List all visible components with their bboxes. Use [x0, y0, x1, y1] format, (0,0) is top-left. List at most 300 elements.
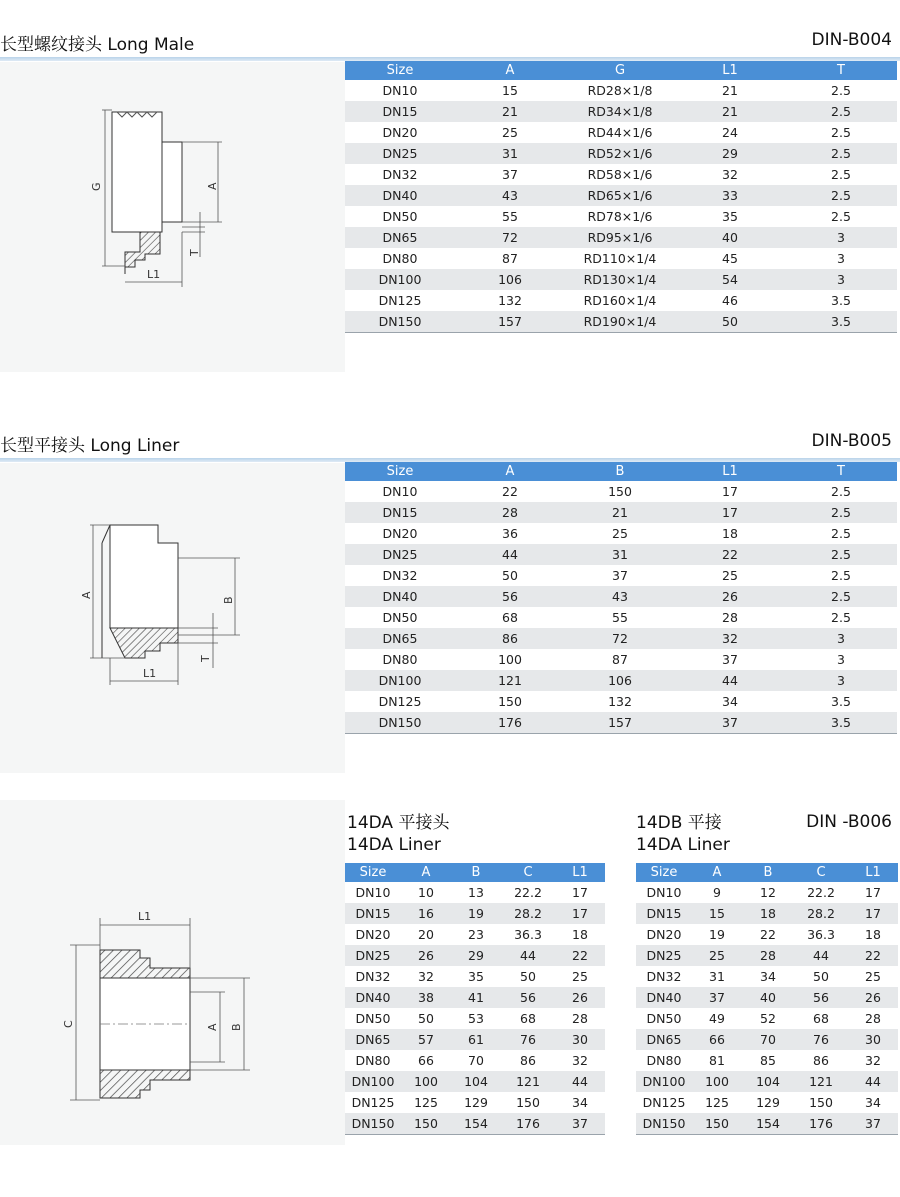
table-cell: 26	[555, 987, 605, 1008]
table-row	[345, 945, 605, 966]
table-cell: 2.5	[831, 83, 851, 98]
long-liner-drawing	[0, 463, 345, 773]
table-cell: 32	[722, 167, 738, 182]
table-cell: 54	[675, 269, 785, 290]
table-cell: 17	[722, 484, 738, 499]
table-cell: 28	[742, 945, 794, 966]
table-cell: 28.2	[501, 903, 555, 924]
dim-label-c: C	[62, 1020, 75, 1028]
table-title-14db	[636, 812, 730, 856]
column-header-b: B	[565, 462, 675, 481]
table-cell: DN10	[355, 885, 391, 900]
table-cell: DN80	[646, 1053, 682, 1068]
table-cell: 37	[848, 1113, 898, 1135]
table-cell: DN150	[345, 311, 455, 333]
table-cell: 31	[709, 969, 725, 984]
table-cell: 2.5	[785, 185, 897, 206]
table-cell: 2.5	[785, 502, 897, 523]
table-cell: 34	[865, 1095, 881, 1110]
table-cell: 2.5	[831, 568, 851, 583]
table-cell: 46	[722, 293, 738, 308]
table-cell: 38	[401, 987, 451, 1008]
table-cell: 26	[848, 987, 898, 1008]
table-row	[345, 565, 897, 586]
table-row	[345, 502, 897, 523]
table-cell: RD78×1/6	[587, 209, 653, 224]
table-cell: 43	[565, 586, 675, 607]
table-row	[345, 649, 897, 670]
table-cell: 132	[498, 293, 522, 308]
table-cell: 52	[760, 1011, 776, 1026]
table-cell: 57	[401, 1029, 451, 1050]
table-cell: 10	[418, 885, 434, 900]
column-header-l1: L1	[848, 863, 898, 882]
table-cell: 21	[455, 101, 565, 122]
table-cell: 34	[760, 969, 776, 984]
column-header-b: B	[451, 863, 501, 882]
drawing-panel-long-male	[0, 62, 345, 372]
table-cell: 21	[565, 502, 675, 523]
table-cell: 21	[722, 83, 738, 98]
column-header-b: B	[742, 863, 794, 882]
table-cell: DN20	[382, 125, 418, 140]
table-cell: 125	[414, 1095, 438, 1110]
table-title-14da-line2: 14DA Liner	[347, 835, 441, 855]
table-cell: 129	[464, 1095, 488, 1110]
table-row	[345, 924, 605, 945]
table-row	[345, 691, 897, 712]
table-row	[345, 311, 897, 333]
table-cell: RD65×1/6	[565, 185, 675, 206]
column-header-t: T	[785, 61, 897, 80]
table-cell: DN65	[345, 1029, 401, 1050]
table-row	[345, 882, 605, 903]
table-row	[636, 966, 898, 987]
table-cell: 68	[813, 1011, 829, 1026]
table-row	[345, 143, 897, 164]
table-cell: 86	[520, 1053, 536, 1068]
table-cell: DN40	[345, 586, 455, 607]
table-cell: 44	[455, 544, 565, 565]
column-header-size: Size	[345, 462, 455, 481]
table-cell: RD44×1/6	[587, 125, 653, 140]
table-cell: 2.5	[831, 209, 851, 224]
table-cell: DN80	[382, 652, 418, 667]
column-header-l1: L1	[675, 462, 785, 481]
table-cell: 157	[565, 712, 675, 734]
table-cell: 121	[794, 1071, 848, 1092]
long-male-drawing	[0, 62, 345, 372]
table-cell: 17	[848, 903, 898, 924]
table-cell: RD130×1/4	[565, 269, 675, 290]
table-cell: 44	[501, 945, 555, 966]
column-header-c: C	[501, 863, 555, 882]
table-cell: 9	[713, 885, 721, 900]
table-cell: RD95×1/6	[565, 227, 675, 248]
table-cell: DN32	[382, 568, 418, 583]
table-cell: DN15	[345, 502, 455, 523]
table-cell: DN125	[351, 1095, 395, 1110]
table-row	[345, 80, 897, 101]
table-cell: 68	[520, 1011, 536, 1026]
table-cell: 17	[555, 903, 605, 924]
table-cell: DN20	[646, 927, 682, 942]
section-code-din-b004: DIN-B004	[811, 30, 892, 50]
dim-label-l1: L1	[143, 667, 157, 680]
table-cell: 3	[785, 269, 897, 290]
table-cell: 72	[565, 628, 675, 649]
table-cell: 28	[572, 1011, 588, 1026]
table-cell: RD28×1/8	[587, 83, 653, 98]
table-cell: 100	[498, 652, 522, 667]
table-row	[345, 481, 897, 502]
dim-label-t: T	[199, 655, 212, 662]
table-row	[345, 1113, 605, 1135]
table-row	[636, 1008, 898, 1029]
table-row	[345, 966, 605, 987]
table-row	[636, 1050, 898, 1071]
table-cell: 56	[455, 586, 565, 607]
table-cell: 3	[785, 670, 897, 691]
table-row	[345, 185, 897, 206]
table-cell: DN50	[355, 1011, 391, 1026]
table-title-14db-line1: 14DB 平接	[636, 813, 722, 833]
table-cell: 32	[418, 969, 434, 984]
table-cell: DN100	[345, 670, 455, 691]
table-cell: 18	[865, 927, 881, 942]
table-cell: 26	[401, 945, 451, 966]
table-cell: DN125	[378, 293, 422, 308]
table-cell: 32	[675, 628, 785, 649]
table-cell: 19	[709, 927, 725, 942]
table-cell: DN10	[382, 484, 418, 499]
section-code-din-b005: DIN-B005	[811, 431, 892, 451]
table-cell: 35	[722, 209, 738, 224]
table-cell: 41	[451, 987, 501, 1008]
table-row	[345, 1092, 605, 1113]
table-cell: 56	[501, 987, 555, 1008]
table-cell: 22	[848, 945, 898, 966]
table-cell: 150	[498, 694, 522, 709]
table-row	[345, 269, 897, 290]
section-code-din-b006: DIN -B006	[806, 812, 892, 832]
table-cell: 3.5	[785, 712, 897, 734]
table-cell: 76	[501, 1029, 555, 1050]
table-cell: 121	[455, 670, 565, 691]
table-row	[636, 1071, 898, 1092]
table-cell: 2.5	[785, 143, 897, 164]
table-cell: 154	[742, 1113, 794, 1135]
table-cell: 150	[809, 1095, 833, 1110]
table-cell: DN80	[355, 1053, 391, 1068]
table-cell: 17	[865, 885, 881, 900]
table-cell: DN50	[382, 209, 418, 224]
table-cell: 50	[418, 1011, 434, 1026]
table-cell: DN65	[636, 1029, 692, 1050]
table-cell: 176	[455, 712, 565, 734]
table-row	[345, 628, 897, 649]
table-cell: 25	[612, 526, 628, 541]
column-header-l1: L1	[555, 863, 605, 882]
table-cell: 3	[837, 652, 845, 667]
table-cell: 2.5	[831, 526, 851, 541]
table-cell: 2.5	[831, 167, 851, 182]
spec-table-long-liner	[345, 462, 897, 734]
table-cell: 55	[612, 610, 628, 625]
table-cell: 33	[675, 185, 785, 206]
table-cell: 2.5	[785, 101, 897, 122]
table-row	[345, 101, 897, 122]
dim-label-t: T	[188, 249, 201, 256]
table-row	[345, 122, 897, 143]
table-cell: 35	[468, 969, 484, 984]
table-row	[636, 882, 898, 903]
table-cell: 50	[520, 969, 536, 984]
table-cell: DN15	[345, 101, 455, 122]
table-cell: 157	[455, 311, 565, 333]
table-cell: 37	[692, 987, 742, 1008]
dim-label-a: A	[206, 182, 219, 190]
column-header-c: C	[794, 863, 848, 882]
table-cell: 132	[608, 694, 632, 709]
table-cell: 50	[813, 969, 829, 984]
table-cell: RD58×1/6	[587, 167, 653, 182]
table-cell: 22.2	[514, 885, 542, 900]
table-cell: DN32	[382, 167, 418, 182]
table-cell: 3.5	[785, 311, 897, 333]
table-row	[345, 987, 605, 1008]
table-cell: 106	[455, 269, 565, 290]
table-row	[345, 712, 897, 734]
table-cell: 36.3	[807, 927, 835, 942]
table-row	[345, 607, 897, 628]
table-cell: DN150	[636, 1113, 692, 1135]
table-cell: 30	[555, 1029, 605, 1050]
table-cell: 49	[709, 1011, 725, 1026]
table-row	[636, 987, 898, 1008]
table-cell: 28	[455, 502, 565, 523]
table-cell: 19	[451, 903, 501, 924]
column-header-size: Size	[345, 863, 401, 882]
table-cell: 31	[565, 544, 675, 565]
table-cell: 22	[675, 544, 785, 565]
table-cell: 21	[675, 101, 785, 122]
spec-table-long-male	[345, 61, 897, 333]
column-header-g: G	[565, 61, 675, 80]
table-cell: 37	[612, 568, 628, 583]
table-cell: 29	[451, 945, 501, 966]
table-cell: 22	[502, 484, 518, 499]
table-cell: DN25	[345, 945, 401, 966]
table-cell: 25	[502, 125, 518, 140]
column-header-size: Size	[636, 863, 692, 882]
column-header-l1: L1	[675, 61, 785, 80]
table-row	[345, 670, 897, 691]
table-cell: 26	[675, 586, 785, 607]
section-title-long-liner: 长型平接头 Long Liner	[0, 436, 180, 456]
table-cell: DN40	[636, 987, 692, 1008]
column-header-a: A	[401, 863, 451, 882]
table-cell: 2.5	[831, 484, 851, 499]
table-cell: 100	[401, 1071, 451, 1092]
table-cell: 176	[794, 1113, 848, 1135]
table-cell: DN150	[345, 712, 455, 734]
table-cell: 72	[455, 227, 565, 248]
column-header-a: A	[455, 61, 565, 80]
table-cell: 18	[572, 927, 588, 942]
table-row	[636, 945, 898, 966]
table-cell: 37	[555, 1113, 605, 1135]
table-cell: 85	[760, 1053, 776, 1068]
drawing-panel-long-liner	[0, 463, 345, 773]
table-cell: DN32	[355, 969, 391, 984]
table-cell: 29	[675, 143, 785, 164]
table-cell: 76	[794, 1029, 848, 1050]
table-cell: 66	[418, 1053, 434, 1068]
column-header-a: A	[455, 462, 565, 481]
table-row	[345, 586, 897, 607]
table-header-row	[345, 61, 897, 80]
table-cell: 37	[722, 652, 738, 667]
table-cell: 150	[692, 1113, 742, 1135]
table-cell: DN80	[382, 251, 418, 266]
table-row	[636, 1113, 898, 1135]
table-row	[345, 1050, 605, 1071]
table-cell: 106	[565, 670, 675, 691]
table-cell: 25	[692, 945, 742, 966]
table-cell: 36.3	[514, 927, 542, 942]
table-cell: 37	[675, 712, 785, 734]
table-cell: 34	[722, 694, 738, 709]
table-row	[345, 544, 897, 565]
table-cell: 104	[742, 1071, 794, 1092]
table-cell: 28	[722, 610, 738, 625]
table-row	[636, 1029, 898, 1050]
table-cell: DN100	[636, 1071, 692, 1092]
table-cell: 50	[502, 568, 518, 583]
table-cell: 30	[848, 1029, 898, 1050]
table-cell: 28	[865, 1011, 881, 1026]
table-cell: DN32	[646, 969, 682, 984]
table-cell: 66	[692, 1029, 742, 1050]
column-header-size: Size	[345, 61, 455, 80]
table-cell: DN25	[636, 945, 692, 966]
table-cell: 12	[760, 885, 776, 900]
dim-label-b: B	[230, 1023, 243, 1031]
table-cell: DN25	[345, 544, 455, 565]
table-cell: 44	[555, 1071, 605, 1092]
table-cell: 43	[455, 185, 565, 206]
spec-table-14db	[636, 863, 898, 1135]
table-cell: 22.2	[807, 885, 835, 900]
table-cell: 25	[572, 969, 588, 984]
table-cell: 50	[675, 311, 785, 333]
table-cell: RD110×1/4	[583, 251, 657, 266]
table-cell: 18	[722, 526, 738, 541]
table-row	[345, 1071, 605, 1092]
table-cell: 2.5	[831, 125, 851, 140]
table-cell: 15	[692, 903, 742, 924]
table-cell: 17	[572, 885, 588, 900]
table-cell: DN40	[345, 185, 455, 206]
table-cell: 2.5	[785, 586, 897, 607]
table-cell: 56	[794, 987, 848, 1008]
table-cell: DN150	[345, 1113, 401, 1135]
table-cell: 22	[760, 927, 776, 942]
table-cell: 150	[401, 1113, 451, 1135]
table-cell: 40	[742, 987, 794, 1008]
table-cell: DN65	[345, 628, 455, 649]
table-cell: 22	[555, 945, 605, 966]
table-cell: 25	[865, 969, 881, 984]
table-cell: 18	[742, 903, 794, 924]
table-cell: DN20	[382, 526, 418, 541]
table-cell: 55	[502, 209, 518, 224]
column-header-a: A	[692, 863, 742, 882]
table-cell: 104	[451, 1071, 501, 1092]
section-title-long-male: 长型螺纹接头 Long Male	[0, 35, 195, 55]
table-cell: DN15	[636, 903, 692, 924]
dim-label-l1: L1	[138, 910, 152, 923]
table-cell: 45	[722, 251, 738, 266]
table-cell: 3.5	[831, 293, 851, 308]
table-cell: 150	[608, 484, 632, 499]
table-cell: 44	[675, 670, 785, 691]
table-cell: 20	[418, 927, 434, 942]
table-cell: 40	[675, 227, 785, 248]
table-cell: 129	[756, 1095, 780, 1110]
drawing-panel-14da	[0, 800, 345, 1145]
table-cell: 3.5	[831, 694, 851, 709]
table-row	[345, 206, 897, 227]
table-row	[345, 290, 897, 311]
table-cell: 28.2	[794, 903, 848, 924]
table-header-row	[345, 863, 605, 882]
table-cell: DN10	[646, 885, 682, 900]
table-cell: 125	[705, 1095, 729, 1110]
table-cell: 31	[455, 143, 565, 164]
table-cell: 3	[785, 628, 897, 649]
table-row	[345, 523, 897, 544]
table-cell: 32	[865, 1053, 881, 1068]
table-cell: RD160×1/4	[583, 293, 657, 308]
table-title-14da-line1: 14DA 平接头	[347, 813, 450, 833]
table-cell: 81	[709, 1053, 725, 1068]
table-row	[345, 903, 605, 924]
liner-14da-drawing	[0, 800, 345, 1145]
table-cell: 176	[501, 1113, 555, 1135]
table-row	[345, 248, 897, 269]
table-cell: 154	[451, 1113, 501, 1135]
table-cell: 16	[401, 903, 451, 924]
dim-label-a: A	[80, 591, 93, 599]
table-cell: 150	[516, 1095, 540, 1110]
table-cell: DN100	[345, 269, 455, 290]
table-cell: 32	[572, 1053, 588, 1068]
column-header-t: T	[785, 462, 897, 481]
table-row	[636, 1092, 898, 1113]
table-cell: 37	[502, 167, 518, 182]
table-cell: 25	[722, 568, 738, 583]
table-header-row	[345, 462, 897, 481]
dim-label-l1: L1	[147, 268, 161, 281]
table-header-row	[636, 863, 898, 882]
dim-label-g: G	[90, 182, 103, 191]
table-cell: DN50	[382, 610, 418, 625]
spec-table-14da	[345, 863, 605, 1135]
table-cell: 44	[794, 945, 848, 966]
table-cell: 86	[813, 1053, 829, 1068]
